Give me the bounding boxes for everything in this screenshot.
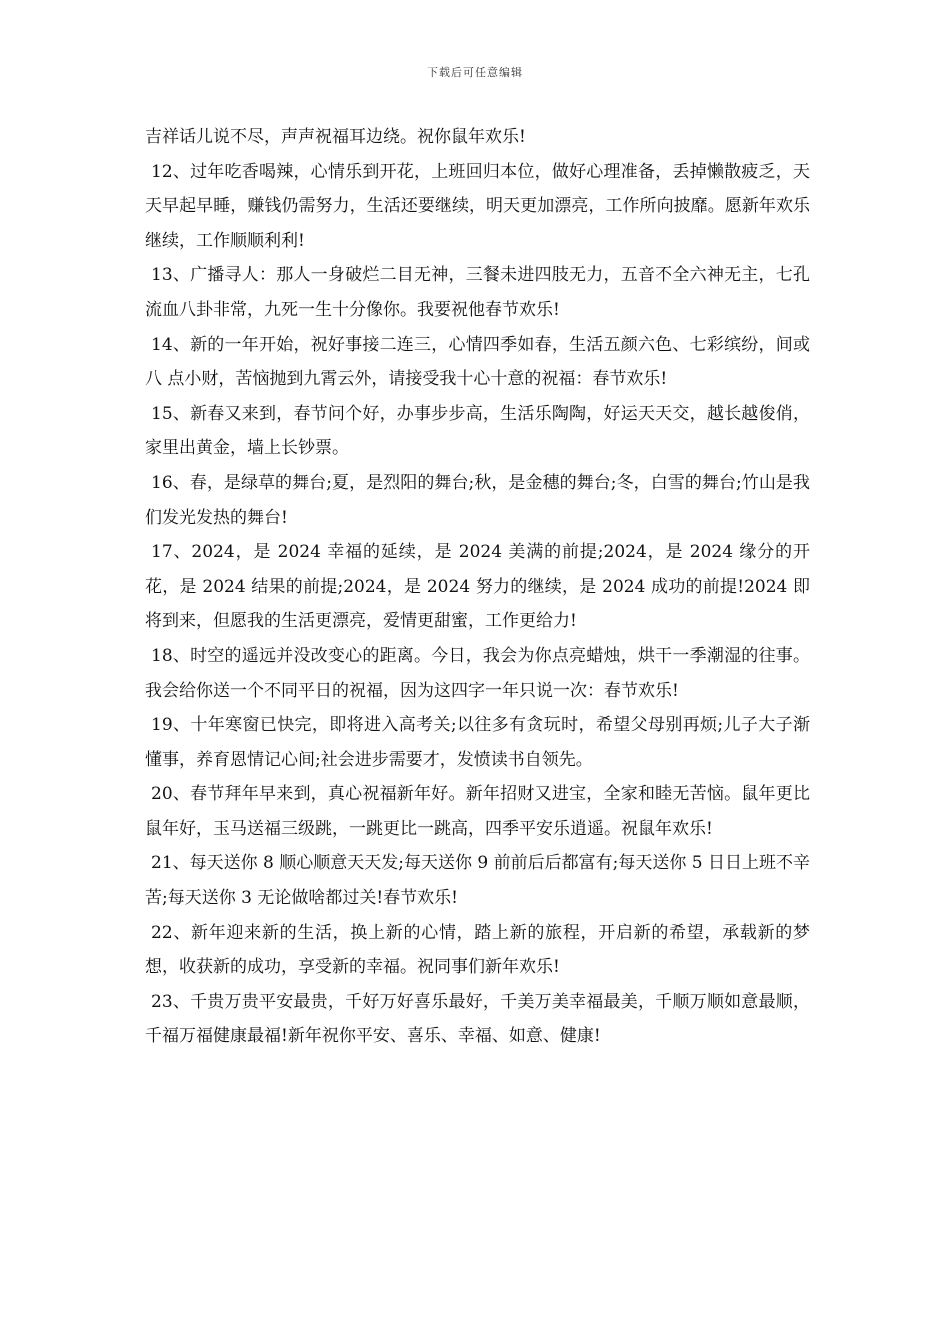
paragraph: 18、时空的遥远并没改变心的距离。今日，我会为你点亮蜡烛，烘干一季潮湿的往事。我会给你送一个不同平日的祝福，因为这四字一年只说一次：春节欢乐! bbox=[145, 645, 810, 701]
paragraph: 14、新的一年开始，祝好事接二连三，心情四季如春，生活五颜六色、七彩缤纷，间或 八 点小财，苦恼抛到九霄云外，请接受我十心十意的祝福：春节欢乐! bbox=[145, 334, 810, 390]
paragraph: 12、过年吃香喝辣，心情乐到开花，上班回归本位，做好心理准备，丢掉懒散疲乏，天天早起早睡，赚钱仍需努力，生活还要继续，明天更加漂亮，工作所向披靡。愿新年欢乐继续，工作顺顺利利! bbox=[145, 161, 810, 251]
paragraph: 19、十年寒窗已快完，即将进入高考关;以往多有贪玩时，希望父母别再烦;儿子大子渐懂事，养育恩情记心间;社会进步需要才，发愤读书自领先。 bbox=[145, 715, 810, 770]
paragraph: 20、春节拜年早来到，真心祝福新年好。新年招财又进宝，全家和睦无苦恼。鼠年更比鼠年好，玉马送福三级跳，一跳更比一跳高，四季平安乐逍遥。祝鼠年欢乐! bbox=[145, 784, 810, 839]
paragraph: 21、每天送你 8 顺心顺意天天发;每天送你 9 前前后后都富有;每天送你 5 日日上班不辛苦;每天送你 3 无论做啥都过关!春节欢乐! bbox=[145, 853, 810, 909]
paragraph: 23、千贵万贵平安最贵，千好万好喜乐最好，千美万美幸福最美，千顺万顺如意最顺，千福万福健康最福!新年祝你平安、喜乐、幸福、如意、健康! bbox=[145, 991, 810, 1047]
paragraph: 16、春，是绿草的舞台;夏，是烈阳的舞台;秋，是金穗的舞台;冬，白雪的舞台;竹山是我们发光发热的舞台! bbox=[145, 472, 810, 528]
paragraph: 13、广播寻人：那人一身破烂二目无神，三餐未进四肢无力，五音不全六神无主，七孔流血八卦非常，九死一生十分像你。我要祝他春节欢乐! bbox=[145, 265, 810, 320]
page-header: 下载后可任意编辑 bbox=[427, 66, 523, 79]
paragraph: 17、2024，是 2024 幸福的延续，是 2024 美满的前提;2024，是 2024 缘分的开花，是 2024 结果的前提;2024，是 2024 努力的继续，是 2024 成功的前提!2024 即将到来，但愿我的生活更漂亮，爱情更甜蜜，工作更给力! bbox=[145, 542, 810, 632]
paragraph: 15、新春又来到，春节问个好，办事步步高，生活乐陶陶，好运天天交，越长越俊俏，家里出黄金，墙上长钞票。 bbox=[145, 403, 810, 459]
document-body bbox=[145, 120, 810, 1054]
paragraph: 吉祥话儿说不尽，声声祝福耳边绕。祝你鼠年欢乐! bbox=[145, 127, 526, 147]
paragraph: 22、新年迎来新的生活，换上新的心情，踏上新的旅程，开启新的希望，承载新的梦想，收获新的成功，享受新的幸福。祝同事们新年欢乐! bbox=[145, 922, 810, 978]
